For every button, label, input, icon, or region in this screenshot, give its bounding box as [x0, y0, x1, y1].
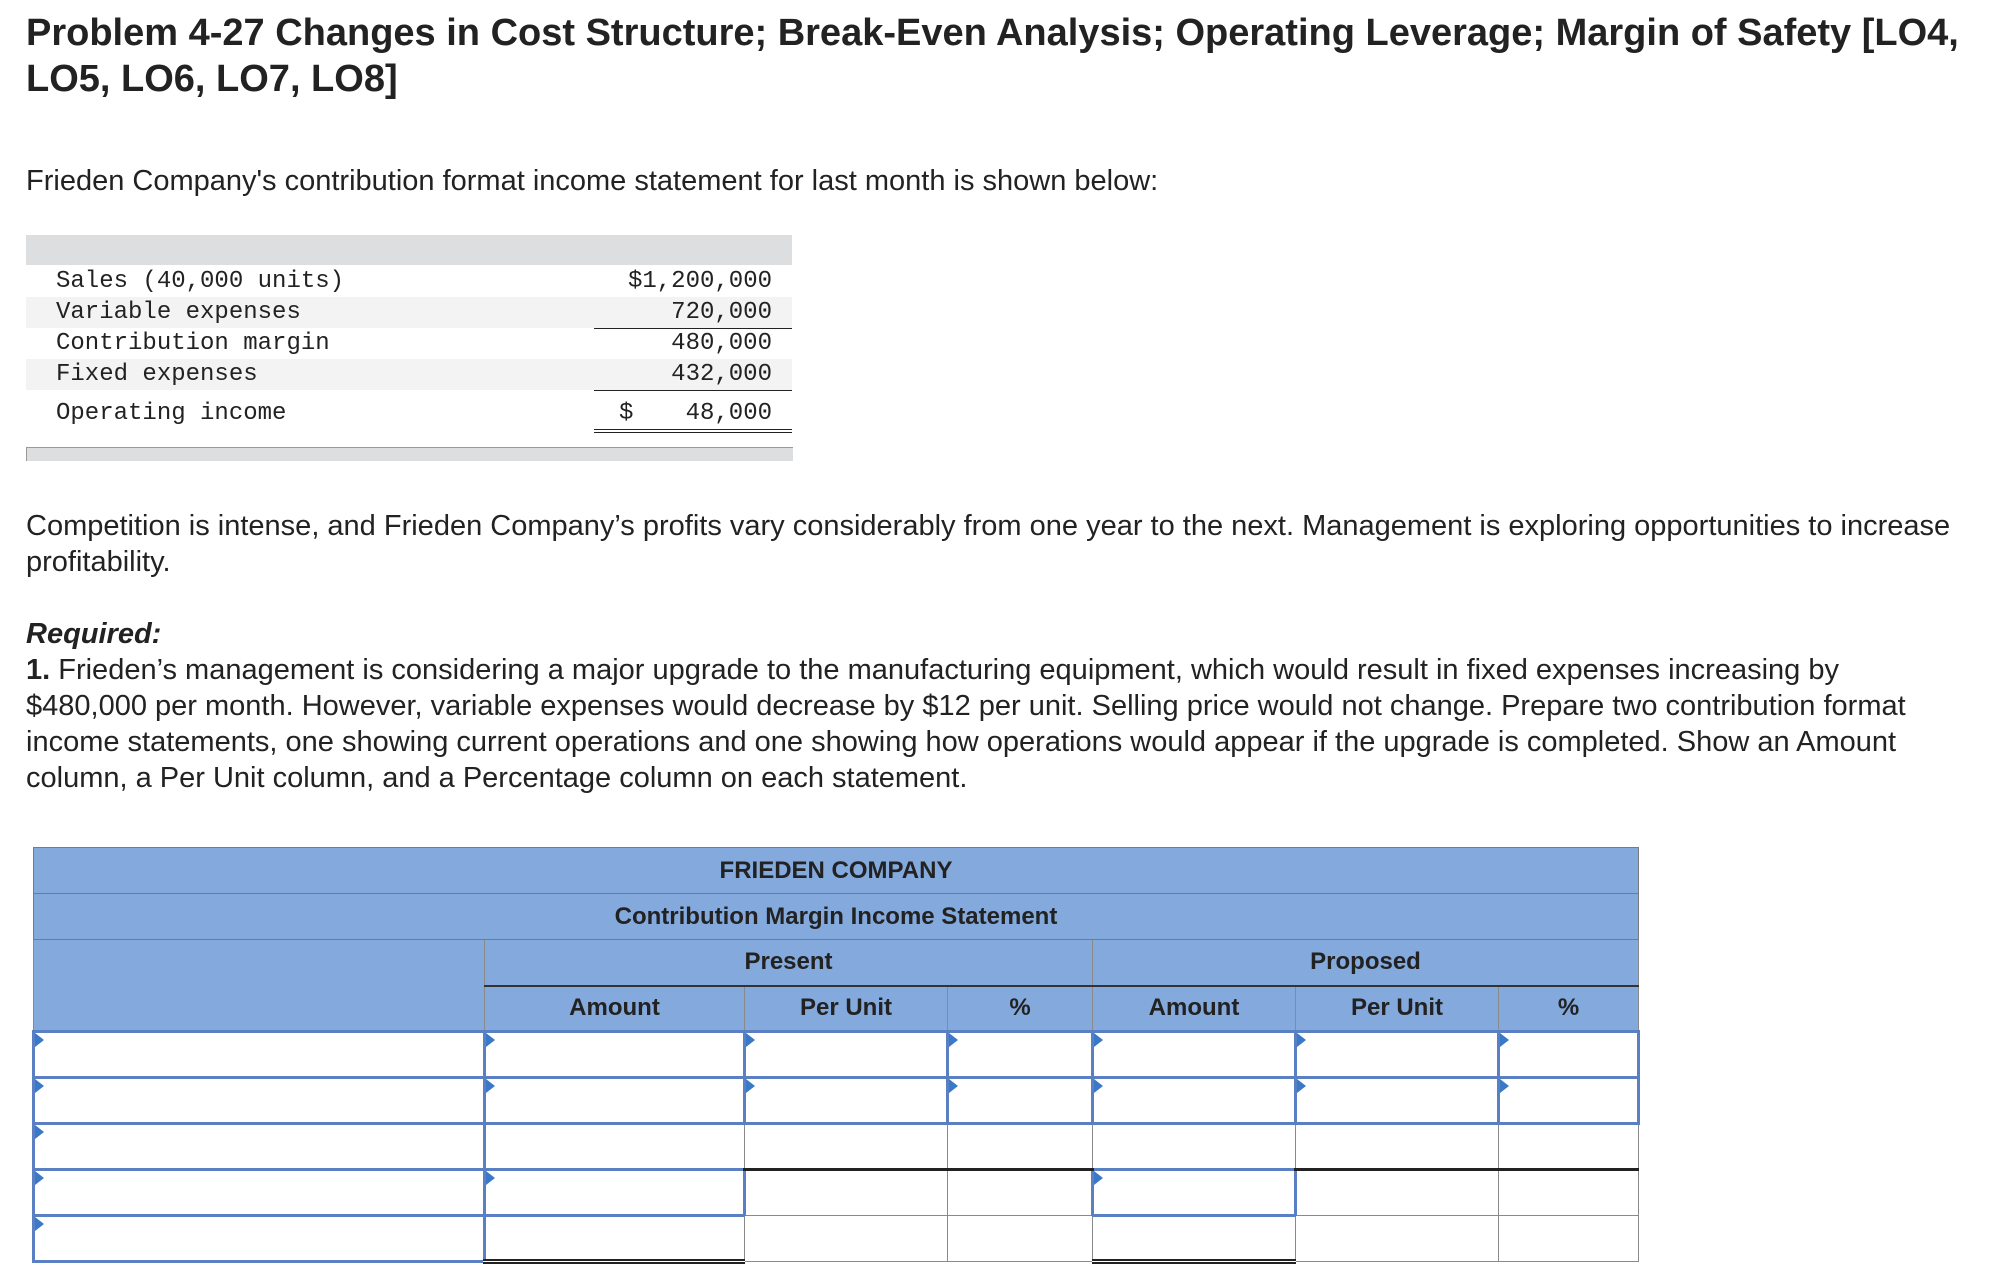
present-header: Present	[485, 940, 1093, 986]
present-percent-input[interactable]	[948, 1032, 1093, 1078]
context-paragraph: Competition is intense, and Frieden Company’s profits vary considerably from one year to the next. Management is exploring opportunities to increase profitability.	[26, 510, 1951, 578]
statement-footer-bar	[26, 447, 793, 461]
present-amount-input[interactable]	[485, 1078, 745, 1124]
row-amount: 432,000	[671, 361, 772, 388]
present-percent-cell	[948, 1124, 1093, 1170]
statement-row-variable-expenses	[26, 297, 792, 328]
table-row	[34, 1124, 1639, 1170]
present-amount-cell	[485, 1124, 745, 1170]
income-statement	[26, 235, 792, 462]
proposed-percent-cell	[1499, 1170, 1639, 1216]
row-label-input[interactable]	[34, 1032, 485, 1078]
row-amount: 480,000	[671, 330, 772, 357]
present-per-unit-cell	[745, 1124, 948, 1170]
row-label-input[interactable]	[34, 1124, 485, 1170]
row-label-input[interactable]	[34, 1078, 485, 1124]
col-present-amount: Amount	[485, 986, 745, 1032]
proposed-per-unit-cell	[1296, 1216, 1499, 1262]
statement-title: Contribution Margin Income Statement	[34, 894, 1639, 940]
row-label-input[interactable]	[34, 1170, 485, 1216]
statement-row-fixed-expenses	[26, 359, 792, 390]
present-per-unit-input[interactable]	[745, 1032, 948, 1078]
row-label-input[interactable]	[34, 1216, 485, 1262]
required-section	[26, 616, 1956, 796]
proposed-amount-input[interactable]	[1093, 1170, 1296, 1216]
col-proposed-amount: Amount	[1093, 986, 1296, 1032]
col-present-percent: %	[948, 986, 1093, 1032]
company-name: FRIEDEN COMPANY	[34, 848, 1639, 894]
table-row	[34, 1032, 1639, 1078]
present-percent-input[interactable]	[948, 1078, 1093, 1124]
requirement-1	[26, 652, 1956, 796]
answer-grid	[32, 847, 1640, 1264]
proposed-header: Proposed	[1093, 940, 1639, 986]
proposed-amount-input[interactable]	[1093, 1078, 1296, 1124]
present-amount-input[interactable]	[485, 1170, 745, 1216]
present-amount-input[interactable]	[485, 1032, 745, 1078]
row-label: Contribution margin	[56, 330, 330, 357]
col-proposed-percent: %	[1499, 986, 1639, 1032]
col-present-per-unit: Per Unit	[745, 986, 948, 1032]
label-column-header	[34, 940, 485, 1032]
present-amount-cell	[485, 1216, 745, 1262]
requirement-text: Frieden’s management is considering a major upgrade to the manufacturing equipment, which would result in fixed expenses increasing by $480,000 per month. However, variable expenses would decrease by $12 per unit. Selling price would not change. Prepare two contribution format income statements, one showing current operations and one showing how operations would appear if the upgrade is completed. Show an Amount column, a Per Unit column, and a Percentage column on each statement.	[26, 654, 1906, 794]
present-per-unit-cell	[745, 1216, 948, 1262]
proposed-percent-cell	[1499, 1216, 1639, 1262]
row-label: Fixed expenses	[56, 361, 258, 388]
proposed-amount-cell	[1093, 1216, 1296, 1262]
proposed-percent-cell	[1499, 1124, 1639, 1170]
present-per-unit-input[interactable]	[745, 1078, 948, 1124]
row-amount: $1,200,000	[627, 268, 772, 295]
table-row	[34, 1170, 1639, 1216]
statement-row-operating-income	[26, 398, 792, 429]
col-proposed-per-unit: Per Unit	[1296, 986, 1499, 1032]
proposed-amount-input[interactable]	[1093, 1032, 1296, 1078]
statement-header-bar	[26, 235, 792, 265]
present-percent-cell	[948, 1216, 1093, 1262]
currency-symbol: $	[619, 400, 634, 427]
row-label: Variable expenses	[56, 299, 301, 326]
table-row	[34, 1216, 1639, 1262]
proposed-per-unit-cell	[1296, 1170, 1499, 1216]
intro-text: Frieden Company's contribution format income statement for last month is shown below:	[26, 165, 1159, 197]
present-per-unit-cell	[745, 1170, 948, 1216]
proposed-amount-cell	[1093, 1124, 1296, 1170]
row-amount: 48,000	[685, 400, 772, 427]
requirement-number: 1.	[26, 654, 51, 686]
proposed-percent-input[interactable]	[1499, 1078, 1639, 1124]
statement-row-contribution-margin	[26, 328, 792, 359]
present-percent-cell	[948, 1170, 1093, 1216]
proposed-per-unit-input[interactable]	[1296, 1078, 1499, 1124]
row-amount: 720,000	[671, 299, 772, 326]
row-label: Operating income	[56, 400, 287, 427]
proposed-percent-input[interactable]	[1499, 1032, 1639, 1078]
statement-row-sales	[26, 266, 792, 297]
required-heading: Required:	[26, 618, 162, 650]
row-label: Sales (40,000 units)	[56, 268, 345, 295]
proposed-per-unit-input[interactable]	[1296, 1032, 1499, 1078]
table-row	[34, 1078, 1639, 1124]
proposed-per-unit-cell	[1296, 1124, 1499, 1170]
problem-title: Problem 4-27 Changes in Cost Structure; Break-Even Analysis; Operating Leverage; Margin of Safety [LO4, LO5, LO6, LO7, LO8]	[26, 12, 1959, 100]
